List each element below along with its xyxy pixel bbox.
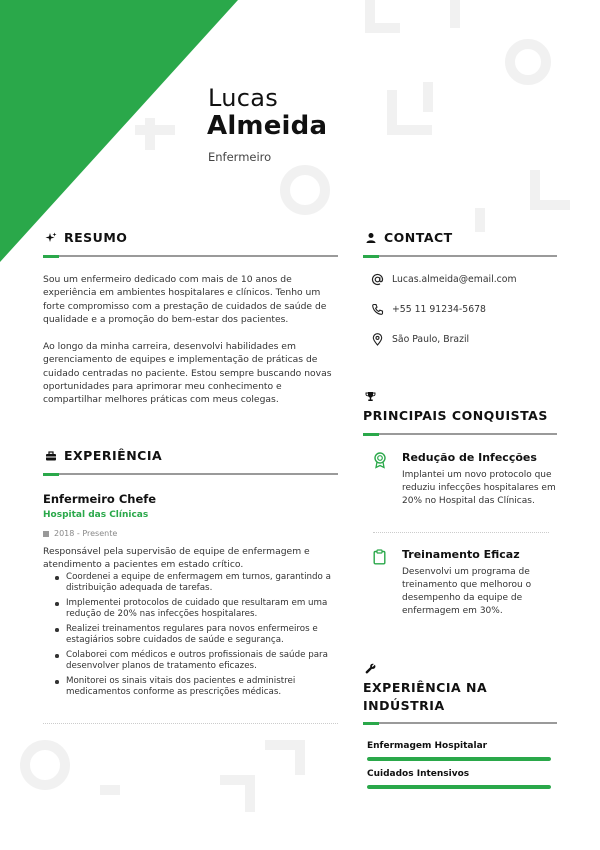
list-item: Coordenei a equipe de enfermagem em turnos, garantindo a distribuição adequada de tarefas. xyxy=(54,572,339,594)
experience-rule xyxy=(43,473,338,475)
contact-email-text: Lucas.almeida@email.com xyxy=(392,274,517,285)
skill-name-1: Enfermagem Hospitalar xyxy=(367,741,488,751)
achievements-divider xyxy=(373,532,549,533)
clipboard-icon xyxy=(373,549,386,565)
contact-email[interactable] xyxy=(371,273,517,286)
calendar-icon xyxy=(43,531,49,537)
experience-heading-label: EXPERIÊNCIA xyxy=(64,448,163,463)
contact-phone-text: +55 11 91234-5678 xyxy=(392,304,486,315)
skill-name-2: Cuidados Intensivos xyxy=(367,769,470,779)
contact-heading xyxy=(365,230,453,245)
achievements-heading xyxy=(363,408,548,423)
contact-heading-label: CONTACT xyxy=(384,230,453,245)
contact-rule xyxy=(363,255,557,257)
achievement-title-1: Redução de Infecções xyxy=(402,451,537,464)
first-name: Lucas xyxy=(208,84,279,112)
industry-heading-label-1: EXPERIÊNCIA NA xyxy=(363,680,488,695)
job-company: Hospital das Clínicas xyxy=(43,510,149,520)
skill-bar-2 xyxy=(367,785,551,789)
contact-phone[interactable] xyxy=(371,303,486,316)
industry-heading-label-2: INDÚSTRIA xyxy=(363,698,445,713)
industry-rule xyxy=(363,722,557,724)
industry-heading-line-1 xyxy=(363,680,487,695)
job-role: Enfermeiro xyxy=(208,150,272,164)
trophy-icon xyxy=(365,391,376,402)
achievement-text-1: Implantei um novo protocolo que reduziu infecções hospitalares em 20% no Hospital das Clínicas. xyxy=(402,470,556,506)
job-title: Enfermeiro Chefe xyxy=(43,492,157,506)
skill-fill-1 xyxy=(367,757,551,761)
achievements-rule xyxy=(363,433,557,435)
summary-paragraph-2: Ao longo da minha carreira, desenvolvi habilidades em gerenciamento de equipes e implementação de práticas de cuidado centradas no paciente. Estou sempre buscando novas oportunidades para aprimorar meu conhecimento e compartilhar melhores práticas com meus colegas. xyxy=(43,341,332,406)
industry-heading-line-2 xyxy=(363,698,445,713)
skill-bar-1 xyxy=(367,757,551,761)
contact-location xyxy=(371,333,469,346)
list-item: Colaborei com médicos e outros profissionais de saúde para desenvolver planos de tratamento eficazes. xyxy=(54,650,339,672)
list-item: Realizei treinamentos regulares para novos enfermeiros e estagiários sobre cuidados de saúde e segurança. xyxy=(54,624,339,646)
briefcase-icon xyxy=(45,450,57,462)
achievements-heading-label: PRINCIPAIS CONQUISTAS xyxy=(363,408,548,423)
green-corner-triangle xyxy=(0,0,240,265)
wrench-icon xyxy=(365,663,376,674)
last-name: Almeida xyxy=(207,111,328,141)
summary-rule xyxy=(43,255,338,257)
person-icon xyxy=(365,232,377,244)
job-description: Responsável pela supervisão de equipe de enfermagem e atendimento a pacientes em estado crítico. xyxy=(43,546,310,570)
phone-icon xyxy=(371,303,384,316)
list-item: Monitorei os sinais vitais dos pacientes e administrei medicamentos conforme as prescrições médicas. xyxy=(54,676,339,698)
award-icon xyxy=(373,452,387,469)
location-pin-icon xyxy=(371,333,384,346)
experience-heading xyxy=(45,448,162,463)
summary-heading-label: RESUMO xyxy=(64,230,128,245)
experience-divider xyxy=(43,723,338,724)
summary-heading xyxy=(45,230,127,245)
contact-location-text: São Paulo, Brazil xyxy=(392,334,470,345)
job-dates xyxy=(43,529,117,538)
summary-paragraph-1: Sou um enfermeiro dedicado com mais de 10 anos de experiência em ambientes hospitalares e clínicos. Tenho um forte compromisso com a prestação de cuidados de saúde de qualidade e a promoção do bem-estar dos pacientes. xyxy=(43,274,327,325)
achievement-title-2: Treinamento Eficaz xyxy=(402,548,520,561)
job-dates-text: 2018 - Presente xyxy=(54,529,118,538)
skill-fill-2 xyxy=(367,785,551,789)
sparkle-icon xyxy=(45,232,57,244)
achievement-text-2: Desenvolvi um programa de treinamento que melhorou o desempenho da equipe de enfermagem em 30%. xyxy=(402,567,532,616)
at-sign-icon xyxy=(371,273,384,286)
job-bullets xyxy=(54,572,339,702)
list-item: Implementei protocolos de cuidado que resultaram em uma redução de 20% nas infecções hospitalares. xyxy=(54,598,339,620)
